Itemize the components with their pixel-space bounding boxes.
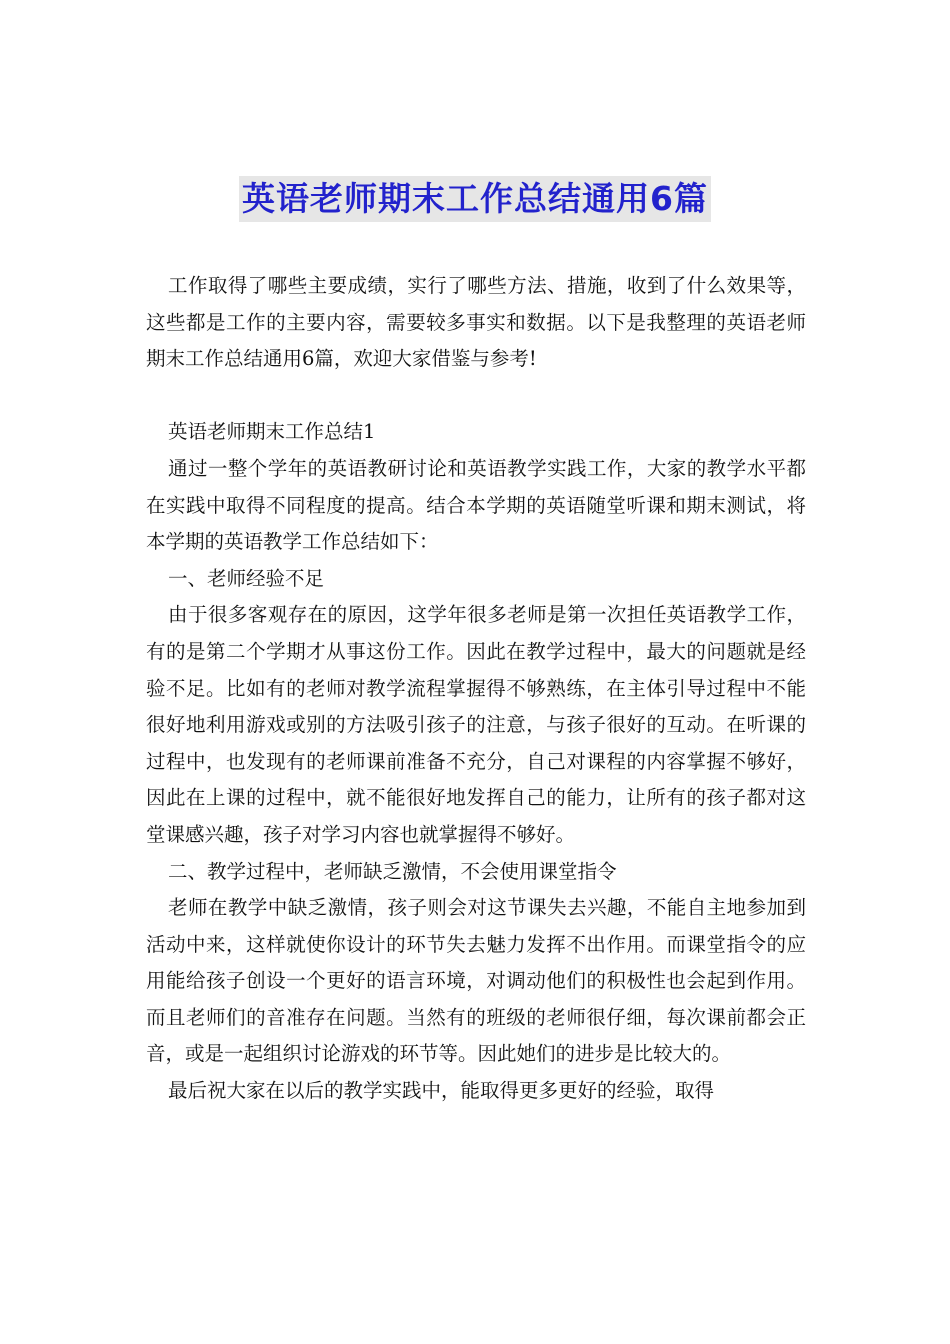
body-paragraph: 老师在教学中缺乏激情，孩子则会对这节课失去兴趣，不能自主地参加到活动中来，这样就使你设计的环节失去魅力发挥不出作用。而课堂指令的应用能给孩子创设一个更好的语言环境，对调动他们的积极性也会起到作用。而且老师们的音准存在问题。当然有的班级的老师很仔细，每次课前都会正音，或是一起组织讨论游戏的环节等。因此她们的进步是比较大的。 <box>146 896 806 1066</box>
document-body <box>146 268 806 1110</box>
title-wrap <box>0 176 950 222</box>
body-paragraph: 通过一整个学年的英语教研讨论和英语教学实践工作，大家的教学水平都在实践中取得不同程度的提高。结合本学期的英语随堂听课和期末测试，将本学期的英语教学工作总结如下： <box>146 456 806 554</box>
subheading: 二、教学过程中，老师缺乏激情，不会使用课堂指令 <box>168 859 617 883</box>
document-title: 英语老师期末工作总结通用6篇 <box>239 176 711 222</box>
subheading: 一、老师经验不足 <box>168 566 325 590</box>
body-paragraph: 由于很多客观存在的原因，这学年很多老师是第一次担任英语教学工作，有的是第二个学期才从事这份工作。因此在教学过程中，最大的问题就是经验不足。比如有的老师对教学流程掌握得不够熟练，在主体引导过程中不能很好地利用游戏或别的方法吸引孩子的注意，与孩子很好的互动。在听课的过程中，也发现有的老师课前准备不充分，自己对课程的内容掌握不够好，因此在上课的过程中，就不能很好地发挥自己的能力，让所有的孩子都对这堂课感兴趣，孩子对学习内容也就掌握得不够好。 <box>146 603 806 846</box>
body-paragraph: 最后祝大家在以后的教学实践中，能取得更多更好的经验，取得 <box>168 1079 715 1103</box>
intro-paragraph: 工作取得了哪些主要成绩，实行了哪些方法、措施，收到了什么效果等，这些都是工作的主要内容，需要较多事实和数据。以下是我整理的英语老师期末工作总结通用6篇，欢迎大家借鉴与参考! <box>146 274 806 371</box>
section-heading: 英语老师期末工作总结1 <box>168 420 376 444</box>
blank-line <box>146 378 806 415</box>
